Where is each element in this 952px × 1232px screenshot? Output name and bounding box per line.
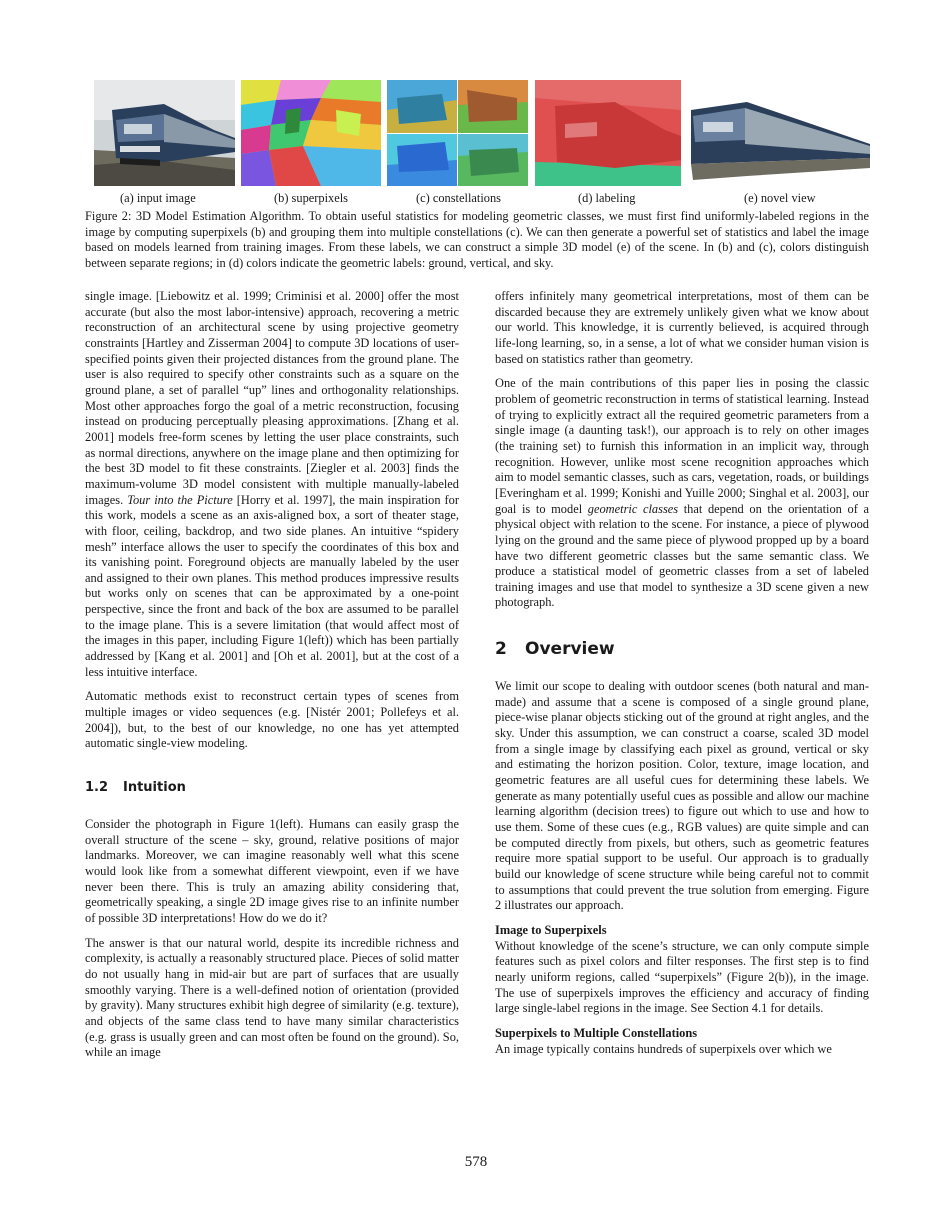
- paragraph: One of the main contributions of this paper lies in posing the classic problem of geometric reconstruction in terms of statistical learning. Instead of trying to explicitly extract all the required geometric parameters from a single image (a daunting task!), our approach is to rely on other images (the training set) to furnish this information in an implicit way, through recognition. However, unlike most scene recognition approaches which aim to model semantic classes, such as cars, vegetation, roads, or buildings [Everingham et al. 1999; Konishi and Yuille 2000; Singhal et al. 2003], our goal is to model geometric classes that depend on the orientation of a physical object with relation to the scene. For instance, a piece of plywood lying on the ground and the same piece of plywood propped up by a board have two different geometric classes but the same semantic class. We produce a statistical model of geometric classes from a set of labeled training images and use that model to synthesize a 3D scene given a new photograph.: [495, 376, 869, 610]
- left-column: [85, 289, 459, 1070]
- constellations-image: [387, 80, 528, 186]
- page-number: 578: [464, 1154, 488, 1170]
- paragraph: single image. [Liebowitz et al. 1999; Criminisi et al. 2000] offer the most accurate (but also the most labor-intensive) approach, recovering a metric reconstruction of an architectural scene by using projective geometry constraints [Hartley and Zisserman 2004] to compute 3D locations of user-specified points given their projected distances from the ground plane. The user is also required to specify other constraints such as a square on the ground plane, a set of parallel “up” lines and orthogonality relationships. Most other approaches forgo the goal of a metric reconstruction, focusing instead on producing perceptually pleasing approximations. [Zhang et al. 2001] models free-form scenes by letting the user place constraints, such as normal directions, anywhere on the image plane and then optimizing for the best 3D model to fit these constraints. [Ziegler et al. 2003] finds the maximum-volume 3D model consistent with multiple manually-labeled images. Tour into the Picture [Horry et al. 1997], the main inspiration for this work, models a scene as an axis-aligned box, a sort of theater stage, with floor, ceiling, backdrop, and two side planes. An intuitive “spidery mesh” interface allows the user to specify the coordinates of this box and its vanishing point. Foreground objects are manually labeled by the user and assigned to their own planes. This method produces impressive results but works only on scenes that can be approximated by a one-point perspective, since the front and back of the box are assumed to be parallel to the image plane. This is a severe limitation (that would affect most of the images in this paper, including Figure 1(left)) which has been partially addressed by [Kang et al. 2001] and [Oh et al. 2001], but at the cost of a less intuitive interface.: [85, 289, 460, 679]
- paragraph: An image typically contains hundreds of superpixels over which we: [495, 1041, 832, 1056]
- label-superpixels: (b) superpixels: [274, 191, 348, 205]
- paragraph: We limit our scope to dealing with outdoor scenes (both natural and man-made) and assume that a scene is composed of a single ground plane, piece-wise planar objects sticking out of the ground at right angles, and the sky. Under this assumption, we can construct a coarse, scaled 3D model from a single image by classifying each pixel as ground, vertical or sky and estimating the horizon position. Color, texture, image location, and geometric features are all useful cues for determining these labels. We generate as many potentially useful cues as possible and allow our machine learning algorithm (decision trees) to figure out which to use and how to use them. Some of these cues (e.g., RGB values) are quite simple and can be computed directly from pixels, but others, such as geometric features require more spatial support to be useful. Our approach is to gradually build our knowledge of scene structure while being careful not to commit to assumptions that could prevent the true solution from emerging. Figure 2 illustrates our approach.: [495, 679, 870, 913]
- paragraph: Consider the photograph in Figure 1(left). Humans can easily grasp the overall structure of the scene – sky, ground, relative positions of major landmarks. Moreover, we can imagine reasonably well what this scene would look like from a somewhat different viewpoint, even if we have never been there. This is truly an amazing ability considering that, geometrically speaking, a single 2D image gives rise to an infinite number of possible 3D interpretations! How do we do it?: [85, 817, 459, 925]
- section-heading-intuition: 1.2 Intuition: [85, 780, 186, 796]
- subfigure-labels: [0, 191, 952, 207]
- label-input-image: (a) input image: [120, 191, 196, 205]
- figure-2-images: [94, 80, 870, 188]
- right-column: [495, 289, 869, 1066]
- paragraph: The answer is that our natural world, despite its incredible richness and complexity, is actually a reasonably structured place. Pieces of solid matter do not usually hang in mid-air but are part of surfaces that are usually smoothly varying. There is a well-defined notion of orientation (provided by gravity). Many structures exhibit high degree of similarity (e.g. texture), and objects of the same class tend to have many similar characteristics (e.g. grass is usually green and can most often be found on the ground). So, while an image: [85, 935, 459, 1060]
- label-novel-view: (e) novel view: [744, 191, 816, 205]
- superpixels-image: [241, 80, 381, 186]
- subsection-heading-image-to-superpixels: Image to Superpixels: [495, 922, 607, 937]
- section-heading-overview: 2 Overview: [495, 639, 615, 660]
- paragraph: offers infinitely many geometrical interpretations, most of them can be discarded because they are extremely unlikely given what we know about our world. This knowledge, it is currently believed, is acquired through life-long learning, so, in a sense, a lot of what we consider human vision is based on statistics rather than geometry.: [495, 289, 869, 366]
- subsection-heading-superpixels-to-constellations: Superpixels to Multiple Constellations: [495, 1025, 698, 1040]
- paragraph: Without knowledge of the scene’s structure, we can only compute simple features such as pixel colors and filter responses. The first step is to find nearly uniform regions, called “superpixels” (Figure 2(b)), in the image. The use of superpixels improves the efficiency and accuracy of finding large single-label regions in the image. See Section 4.1 for details.: [495, 938, 869, 1016]
- label-labeling: (d) labeling: [578, 191, 636, 205]
- novel-view-image: [687, 80, 870, 186]
- paragraph: Automatic methods exist to reconstruct certain types of scenes from multiple images or video sequences (e.g. [Nistér 2001; Pollefeys et al. 2004]), but, to the best of our knowledge, no one has yet attempted automatic single-view modeling.: [85, 689, 459, 751]
- labeling-image: [535, 80, 681, 186]
- figure-caption: Figure 2: 3D Model Estimation Algorithm. To obtain useful statistics for modeling geometric classes, we must first find uniformly-labeled regions in the image by computing superpixels (b) and grouping them into multiple constellations (c). We can then generate a powerful set of statistics and label the image based on models learned from training images. From these labels, we can construct a simple 3D model (e) of the scene. In (b) and (c), colors distinguish between separate regions; in (d) colors indicate the geometric labels: ground, vertical, and sky.: [85, 209, 869, 270]
- label-constellations: (c) constellations: [416, 191, 501, 205]
- input-image-photo: [94, 80, 235, 186]
